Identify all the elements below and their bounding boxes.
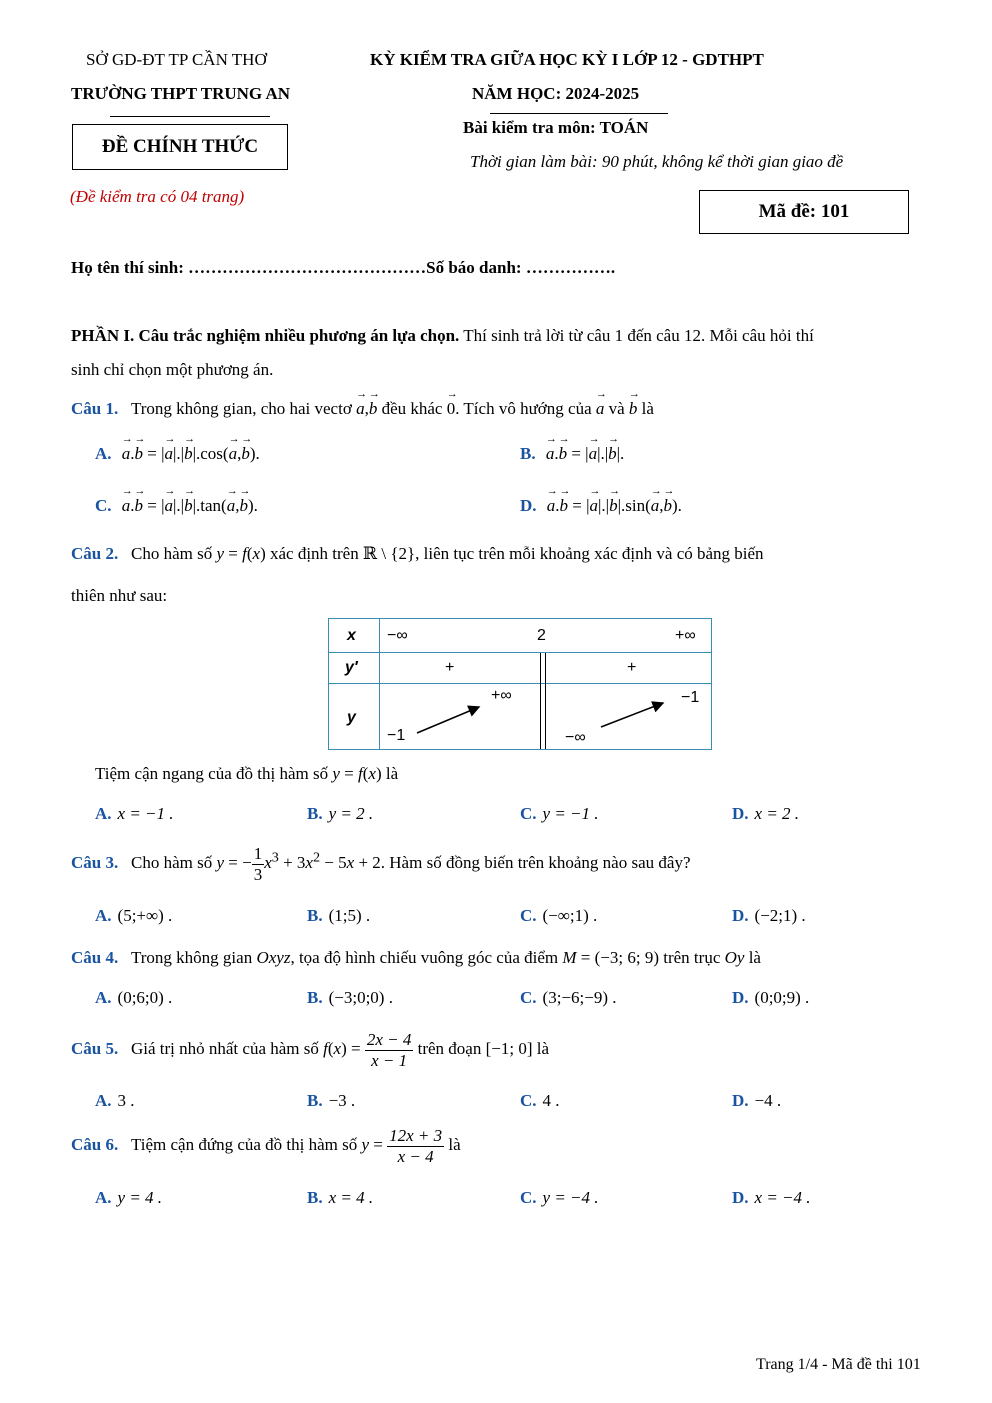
q4-option-d[interactable]: D. (0;0;9) . [732,988,810,1007]
subject: Bài kiểm tra môn: TOÁN [463,118,649,137]
q6-option-b[interactable]: B. x = 4 . [307,1188,374,1207]
variation-arrows [329,619,713,751]
table-yprime-header: y′ [345,659,358,676]
school-underline [110,116,270,117]
official-label: ĐỀ CHÍNH THỨC [101,136,259,157]
increasing-arrow-right [601,703,663,727]
q2-ask: Tiệm cận ngang của đồ thị hàm số y = f(x) là [95,764,399,783]
q4-label: Câu 4. [71,948,119,967]
q6-label: Câu 6. [71,1134,119,1154]
exam-code: Mã đề: 101 [758,201,850,222]
question-1: Câu 1. Trong không gian, cho hai vectơ → a,→ b đều khác → 0. Tích vô hướng của → a và → b là [71,399,654,419]
q2-label: Câu 2. [71,544,119,563]
dept-name: SỞ GD-ĐT TP CẦN THƠ [86,50,267,69]
y-left-value: −1 [387,727,406,744]
q5-option-b[interactable]: B. −3 . [307,1091,356,1110]
part1-instruction-2: sinh chỉ chọn một phương án. [71,360,274,379]
yprime-plus-right: + [627,659,637,676]
official-box [72,124,288,170]
pages-note: (Đề kiểm tra có 04 trang) [70,187,245,206]
q2-text-2: thiên như sau: [71,586,168,605]
question-2: Câu 2. Cho hàm số y = f(x) xác định trên ℝ \ {2}, liên tục trên mỗi khoảng xác định và có bảng biến [71,544,764,563]
q6-option-c[interactable]: C. y = −4 . [520,1188,599,1207]
part1-title: PHẦN I. Câu trắc nghiệm nhiều phương án lựa chọn. [71,326,460,345]
q4-option-b[interactable]: B. (−3;0;0) . [307,988,393,1007]
exam-title: KỲ KIỂM TRA GIỮA HỌC KỲ I LỚP 12 - GDTHPT [370,50,764,69]
q1-label: Câu 1. [71,399,119,418]
student-name-field[interactable]: Họ tên thí sinh: …………………………………… [71,258,427,277]
q3-option-a[interactable]: A. (5;+∞) . [95,906,173,925]
year-underline [490,113,668,114]
y-right-value: −1 [681,689,700,706]
q2-option-d[interactable]: D. x = 2 . [732,804,800,823]
part1-heading [71,326,814,346]
q1-option-d[interactable]: D. → a.→ b = |→ a|.|→ b|.sin(→ a,→ b). [520,496,682,516]
x-two: 2 [537,627,546,644]
q3-label: Câu 3. [71,852,119,872]
question-5: Câu 5. Giá trị nhỏ nhất của hàm số f(x) = $\frac{2x - 4}{x - 1}$ trên đoạn [−1; 0] là [71,1030,550,1070]
q3-option-b[interactable]: B. (1;5) . [307,906,371,925]
q4-option-a[interactable]: A. (0;6;0) . [95,988,173,1007]
yprime-plus-left: + [445,659,455,676]
question-3: Câu 3. Cho hàm số y = − $\frac{1}{3}$ $x^3 + 3x^2 - 5x + 2$. Hàm số đồng biến trên khoảng nào sau đây? [71,844,691,884]
y-plus-inf: +∞ [491,687,512,704]
q2-option-b[interactable]: B. y = 2 . [307,804,374,823]
q3-option-d[interactable]: D. (−2;1) . [732,906,806,925]
table-y-header: y [347,709,356,726]
school-name: TRƯỜNG THPT TRUNG AN [71,84,290,103]
question-4: Câu 4. Trong không gian Oxyz, tọa độ hình chiếu vuông góc của điểm M = (−3; 6; 9) trên trục Oy là [71,948,761,967]
q6-option-a[interactable]: A. y = 4 . [95,1188,163,1207]
student-line [71,258,615,278]
time-note: Thời gian làm bài: 90 phút, không kể thời gian giao đề [470,152,844,171]
q5-option-d[interactable]: D. −4 . [732,1091,782,1110]
q1-option-a[interactable]: A. → a.→ b = |→ a|.|→ b|.cos(→ a,→ b). [95,444,260,464]
q2-option-c[interactable]: C. y = −1 . [520,804,599,823]
student-id-field[interactable]: Số báo danh: ……………. [426,258,616,277]
x-neg-inf: −∞ [387,627,408,644]
part1-instruction: Thí sinh trả lời từ câu 1 đến câu 12. Mỗi câu hỏi thí [459,326,814,345]
q1-option-b[interactable]: B. → a.→ b = |→ a|.|→ b|. [520,444,624,464]
x-pos-inf: +∞ [675,627,696,644]
q3-option-c[interactable]: C. (−∞;1) . [520,906,598,925]
question-6: Câu 6. Tiệm cận đứng của đồ thị hàm số y = $\frac{12x + 3}{x - 4}$ là [71,1126,461,1166]
q5-option-a[interactable]: A. 3 . [95,1091,135,1110]
variation-table [328,618,712,750]
increasing-arrow-left [417,707,479,733]
q2-option-a[interactable]: A. x = −1 . [95,804,174,823]
q5-option-c[interactable]: C. 4 . [520,1091,560,1110]
school-year: NĂM HỌC: 2024-2025 [472,84,640,103]
q5-label: Câu 5. [71,1038,119,1058]
q4-option-c[interactable]: C. (3;−6;−9) . [520,988,617,1007]
table-x-header: x [347,627,356,644]
y-minus-inf: −∞ [565,729,586,746]
q1-option-c[interactable]: C. → a.→ b = |→ a|.|→ b|.tan(→ a,→ b). [95,496,258,516]
exam-code-box [699,190,909,234]
page-footer: Trang 1/4 - Mã đề thi 101 [756,1356,921,1373]
q6-option-d[interactable]: D. x = −4 . [732,1188,811,1207]
